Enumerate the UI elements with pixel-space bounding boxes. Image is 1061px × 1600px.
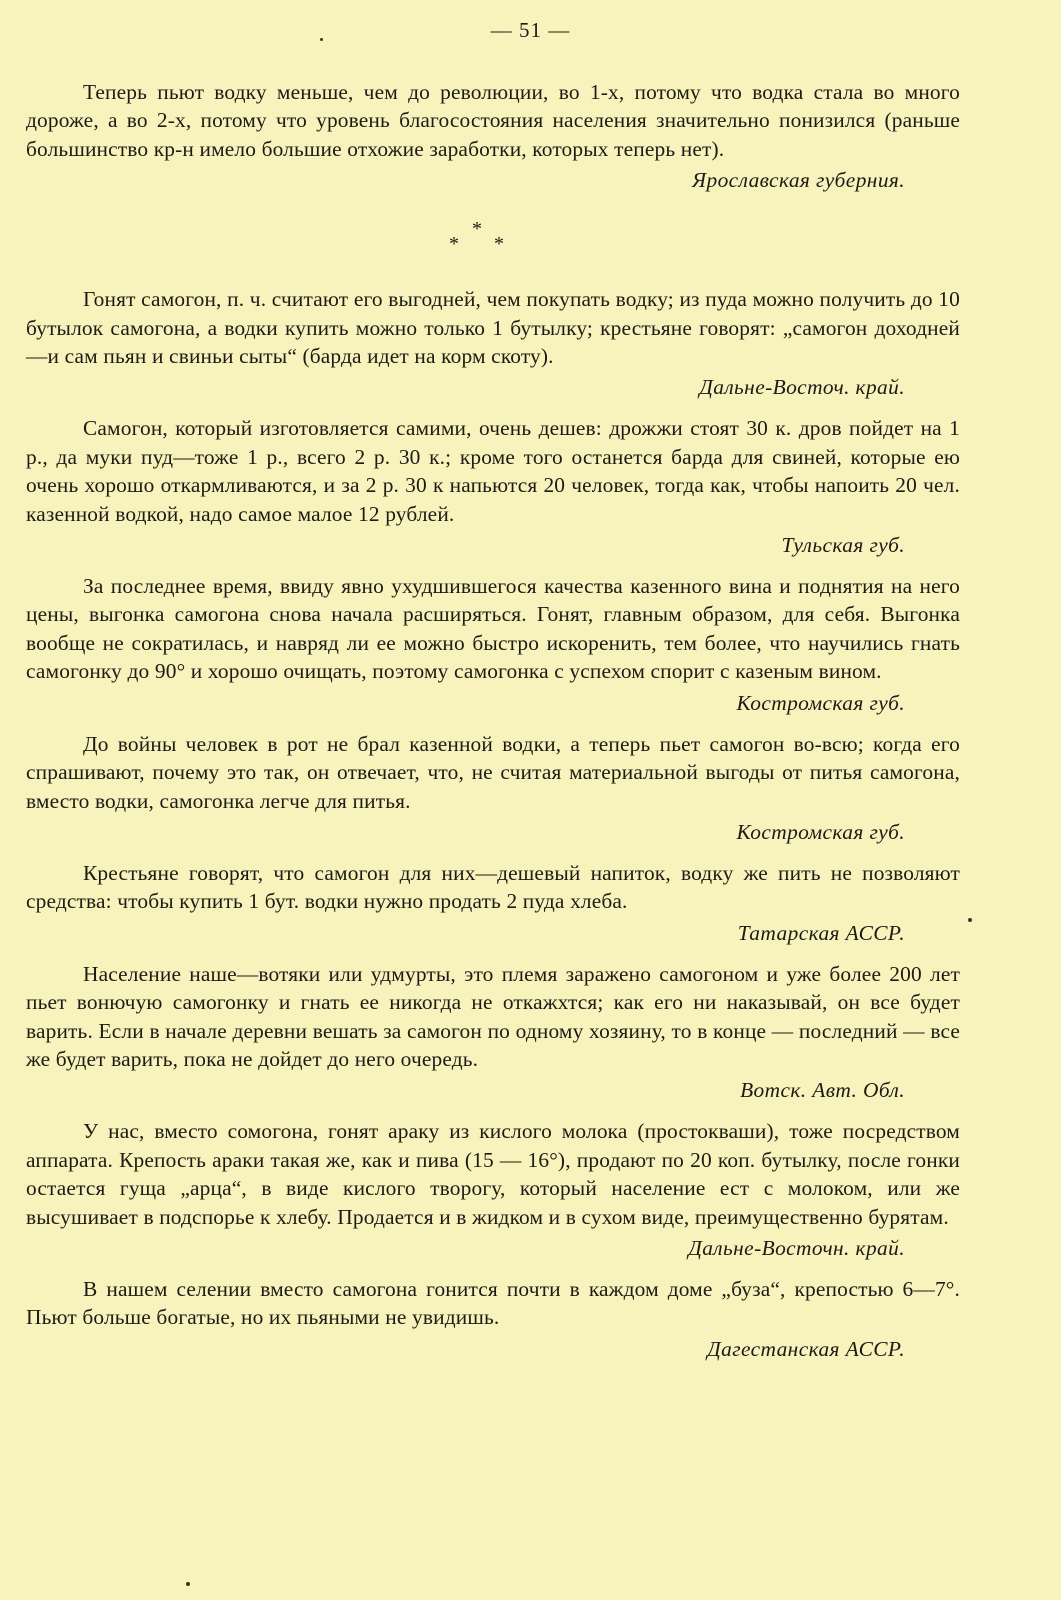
entry-far-east-1: [26, 285, 960, 402]
print-speck: [968, 918, 972, 922]
entry-text: Крестьяне говорят, что самогон для них—дешевый напиток, водку же пить не позволяют средства: чтобы купить 1 бут. водки нужно продать 2 пуда хлеба.: [26, 860, 960, 914]
print-speck: [320, 38, 323, 41]
entry-text: В нашем селении вместо самогона гонится почти в каждом доме „буза“, крепостью 6—7°. Пьют больше богатые, но их пьяными не увидишь.: [26, 1276, 960, 1330]
print-speck: [186, 1582, 190, 1586]
entry-source: Костромская губ.: [736, 690, 905, 715]
asterisk: *: [494, 233, 504, 256]
section-separator: [26, 209, 960, 269]
entry-text: До войны человек в рот не брал казенной водки, а теперь пьет самогон во-всю; когда его спрашивают, почему это так, он отвечает, что, не считая материальной выгоды от питья самогона, вместо водки, самогонка легче для питья.: [26, 731, 960, 813]
entry-source: Вотск. Авт. Обл.: [740, 1078, 905, 1103]
entry-text: Население наше—вотяки или удмурты, это племя заражено самогоном и уже более 200 лет пьет вонючую самогонку и гнать ее никогда не откажхтся; как его ни наказывай, он все будет варить. Если в начале деревни вешать за самогон по одному хозяину, то в конце — последний — все же будет варить, пока не дойдет до него очередь.: [26, 961, 960, 1071]
page-content: [26, 78, 960, 1376]
entry-text: За последнее время, ввиду явно ухудшившегося качества казенного вина и поднятия на него цены, выгонка самогона снова начала расширяться. Гонят, главным образом, для себя. Выгонка вообще не сократилась, и навряд ли ее можно быстро искоренить, тем более, что научились гнать самогонку до 90° и хорошо очищать, поэтому самогонка с успехом спорит с казеным вином.: [26, 574, 960, 684]
page-number: — 51 —: [490, 18, 571, 42]
entry-tatar: [26, 859, 960, 948]
entry-source: Костромская губ.: [736, 819, 905, 844]
entry-text: Теперь пьют водку меньше, чем до революции, во 1-х, потому что водка стала во много дороже, а во 2-х, потому что уровень благосостояния населения значительно понизился (раньше большинство кр-н имело большие отхожие заработки, которых теперь нет).: [26, 80, 960, 161]
entry-kostroma-1: [26, 572, 960, 718]
entry-kostroma-2: [26, 730, 960, 847]
entry-yaroslavl: [26, 78, 960, 195]
entry-votsk: [26, 960, 960, 1106]
asterisk: *: [472, 218, 482, 241]
asterisk: *: [449, 233, 459, 256]
entry-text: Гонят самогон, п. ч. считают его выгодней, чем покупать водку; из пуда можно получить до 10 бутылок самогона, а водки купить можно только 1 бутылку; крестьяне говорят: „самогон доходней—и сам пьян и свиньи сыты“ (барда идет на корм скоту).: [26, 287, 960, 369]
entry-text: У нас, вместо сомогона, гонят араку из кислого молока (простокваши), тоже посредством аппарата. Крепость араки такая же, как и пива (15 — 16°), продают по 20 коп. бутылку, после гонки остается гуща „арца“, в виде кислого творогу, который население ест с молоком, или же высушивает в подспорье к хлебу. Продается и в жидком и в сухом виде, преимущественно бурятам.: [26, 1119, 960, 1229]
entry-far-east-2: [26, 1117, 960, 1263]
entry-tula: [26, 414, 960, 560]
entry-source: Дагестанская АССР.: [707, 1336, 905, 1361]
entry-source: Дальне-Восточ. край.: [699, 375, 905, 400]
entry-source: Тульская губ.: [781, 533, 905, 558]
entry-dagestan: [26, 1275, 960, 1364]
entry-text: Самогон, который изготовляется самими, очень дешев: дрожжи стоят 30 к. дров пойдет на 1 р., да муки пуд—тоже 1 р., всего 2 р. 30 к.; кроме того останется барда для свиней, которые ею очень хорошо откармливаются, и за 2 р. 30 к напьются 20 человек, тогда как, чтобы напоить 20 чел. казенной водкой, надо самое малое 12 рублей.: [26, 416, 960, 526]
entry-source: Татарская АССР.: [737, 920, 905, 945]
entry-source: Ярославская губерния.: [692, 168, 905, 193]
entry-source: Дальне-Восточн. край.: [688, 1235, 905, 1260]
